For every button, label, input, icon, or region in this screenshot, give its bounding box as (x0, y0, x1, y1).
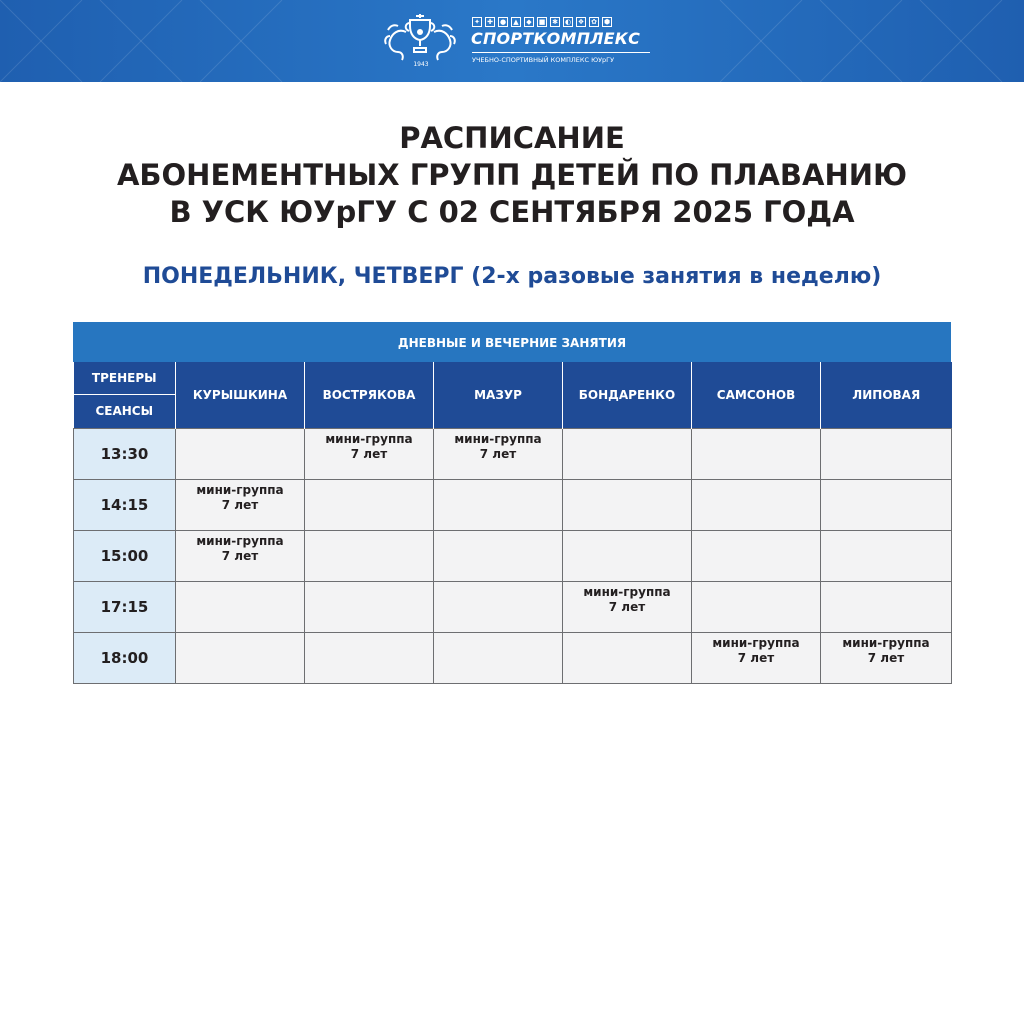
session-time: 15:00 (74, 531, 176, 582)
schedule-cell (821, 531, 952, 582)
schedule-grid (73, 362, 952, 684)
schedule-cell (434, 582, 563, 633)
table-row (74, 582, 952, 633)
schedule-cell (821, 633, 952, 684)
group-age: 7 лет (479, 447, 517, 461)
schedule-cell (692, 531, 821, 582)
schedule-cell (176, 480, 305, 531)
page-title (0, 120, 1024, 231)
table-row (74, 429, 952, 480)
group-age: 7 лет (350, 447, 388, 461)
coach-header-row (74, 362, 952, 429)
group-type: мини-группа (454, 432, 542, 446)
sport-icon: ● (499, 18, 507, 26)
schedule-cell (305, 582, 434, 633)
schedule-cell (563, 582, 692, 633)
group-type: мини-группа (196, 534, 284, 548)
group-age: 7 лет (608, 600, 646, 614)
table-row (74, 633, 952, 684)
schedule-cell (176, 633, 305, 684)
title-line-3: В УСК ЮУрГУ С 02 СЕНТЯБРЯ 2025 ГОДА (169, 195, 855, 229)
schedule-cell (692, 429, 821, 480)
coach-header: ВОСТРЯКОВА (305, 362, 434, 429)
schedule-cell (821, 480, 952, 531)
logo-divider (472, 52, 650, 53)
session-time: 13:30 (74, 429, 176, 480)
group-age: 7 лет (221, 549, 259, 563)
logo-year: 1943 (413, 61, 429, 68)
schedule-cell (305, 633, 434, 684)
group-type: мини-группа (712, 636, 800, 650)
sport-icon: ✦ (472, 17, 482, 27)
schedule-cell (176, 531, 305, 582)
coach-header: САМСОНОВ (692, 362, 821, 429)
coach-header: КУРЫШКИНА (176, 362, 305, 429)
schedule-cell (434, 633, 563, 684)
group-type: мини-группа (842, 636, 930, 650)
sport-icons-row (472, 17, 612, 27)
coach-header: МАЗУР (434, 362, 563, 429)
sport-icon: ◐ (564, 18, 572, 26)
group-entry (692, 636, 820, 666)
group-type: мини-группа (583, 585, 671, 599)
session-time: 17:15 (74, 582, 176, 633)
group-entry (305, 432, 433, 462)
group-entry (176, 534, 304, 564)
schedule-cell (563, 633, 692, 684)
sport-icon: ✚ (485, 17, 495, 27)
schedule-cell (176, 429, 305, 480)
header-banner (0, 0, 1024, 82)
group-age: 7 лет (221, 498, 259, 512)
schedule-cell (305, 480, 434, 531)
group-entry (821, 636, 951, 666)
sport-icon: ✱ (550, 17, 560, 27)
schedule-cell (176, 582, 305, 633)
sport-icon: ■ (538, 18, 546, 26)
coach-header: ЛИПОВАЯ (821, 362, 952, 429)
schedule-cell (692, 633, 821, 684)
schedule-cell (563, 531, 692, 582)
schedule-days-subtitle: ПОНЕДЕЛЬНИК, ЧЕТВЕРГ (2-х разовые занятия в неделю) (142, 264, 882, 289)
sportkomplex-logo (376, 12, 658, 72)
sport-icon: ✿ (589, 17, 599, 27)
group-entry (176, 483, 304, 513)
table-row (74, 480, 952, 531)
schedule-cell (434, 429, 563, 480)
coaches-label: ТРЕНЕРЫ (74, 362, 176, 395)
sport-icon: ◆ (524, 17, 534, 27)
sport-icon: ⬢ (603, 18, 611, 26)
schedule-cell (434, 480, 563, 531)
group-entry (563, 585, 691, 615)
sport-icon: ❖ (577, 18, 585, 26)
title-line-1: РАСПИСАНИЕ (399, 121, 625, 155)
table-row (74, 531, 952, 582)
title-line-2: АБОНЕМЕНТНЫХ ГРУПП ДЕТЕЙ ПО ПЛАВАНИЮ (116, 158, 908, 192)
corner-header (74, 362, 176, 429)
sessions-label: СЕАНСЫ (95, 404, 154, 418)
group-type: мини-группа (196, 483, 284, 497)
schedule-cell (434, 531, 563, 582)
group-entry (434, 432, 562, 462)
group-age: 7 лет (867, 651, 905, 665)
schedule-cell (305, 429, 434, 480)
schedule-cell (821, 582, 952, 633)
section-title: ДНЕВНЫЕ И ВЕЧЕРНИЕ ЗАНЯТИЯ (73, 322, 951, 362)
sport-icon: ▲ (511, 17, 521, 27)
schedule-cell (305, 531, 434, 582)
coach-header: БОНДАРЕНКО (563, 362, 692, 429)
logo-title: СПОРТКОМПЛЕКС (471, 29, 641, 48)
group-type: мини-группа (325, 432, 413, 446)
schedule-cell (563, 429, 692, 480)
schedule-table (73, 322, 951, 684)
session-time: 18:00 (74, 633, 176, 684)
schedule-cell (821, 429, 952, 480)
schedule-cell (692, 582, 821, 633)
schedule-cell (692, 480, 821, 531)
logo-subtitle: УЧЕБНО-СПОРТИВНЫЙ КОМПЛЕКС ЮУрГУ (472, 56, 615, 64)
session-time: 14:15 (74, 480, 176, 531)
schedule-cell (563, 480, 692, 531)
group-age: 7 лет (737, 651, 775, 665)
